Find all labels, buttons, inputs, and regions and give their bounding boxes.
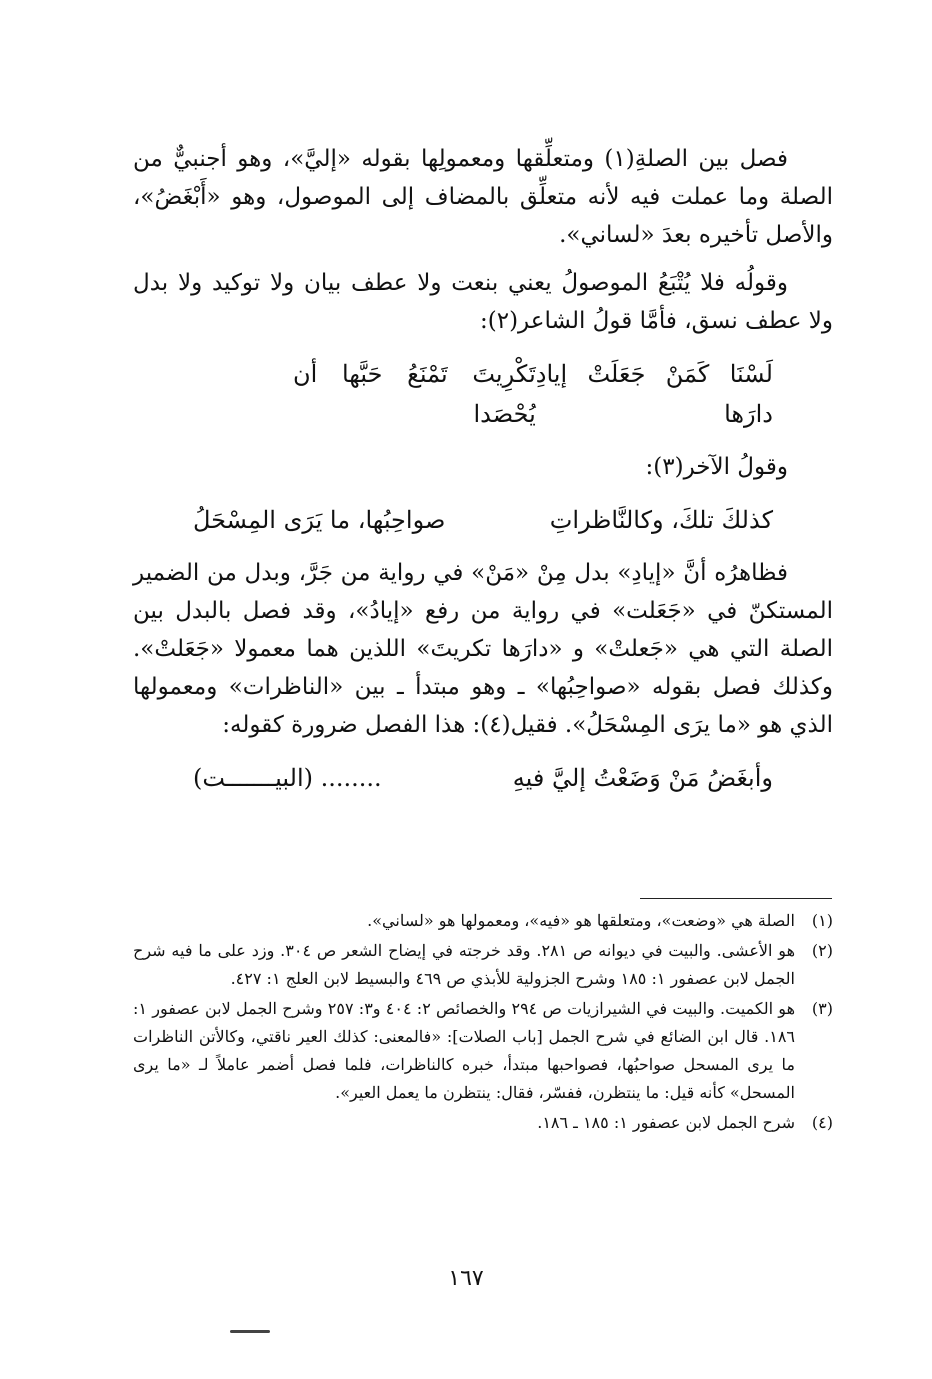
footnote-text: الصلة هي «وضعت»، ومتعلقها هو «فيه»، ومعمولها هو «لساني». (367, 911, 795, 930)
footnote-number: (١) (811, 911, 833, 930)
footnote-number: (٢) (811, 941, 833, 960)
verse-2 (133, 500, 833, 540)
paragraph-3: وقولُ الآخر(٣): (645, 454, 788, 480)
footnote-2 (133, 937, 833, 993)
page-number: ١٦٧ (448, 1266, 484, 1291)
footnote-3 (133, 995, 833, 1107)
verse-2-first-hemistich: كذلكَ تلكَ، وكالنَّاظراتِ (549, 506, 773, 534)
footnote-text: هو الأعشى. والبيت في ديوانه ص ٢٨١. وقد خرجته في إيضاح الشعر ص ٣٠٤. وزد على ما فيه شرح الجمل لابن عصفور ١: ١٨٥ وشرح الجزولية للأبذي ص ٤٦٩ والبسيط لابن العلج ١: ٤٢٧. (133, 941, 796, 988)
ink-mark (230, 1330, 270, 1333)
paragraph-1: فصل بين الصلةِ(١) ومتعلِّقها ومعمولِها بقوله «إليَّ»، وهو أجنبيٌّ من الصلة وما عملت فيه لأنه متعلِّق بالمضاف إلى الموصول، وهو «أَبْغَضُ»، والأصل تأخيره بعدَ «لساني». (133, 146, 833, 248)
verse-1-first-hemistich: لَسْنَا كَمَنْ جَعَلَتْ إيادِ دارَها (535, 360, 773, 428)
verse-3-first-hemistich: وأبغَضُ مَنْ وَضَعْتُ إليَّ فيهِ (512, 764, 773, 792)
footnote-4 (133, 1109, 833, 1137)
paragraph-2: وقولُه فلا يُتْبَعُ الموصولُ يعني بنعت ولا عطف بيان ولا توكيد ولا بدل ولا عطف نسق، فأمَّا قولُ الشاعر(٢): (133, 270, 833, 334)
footnote-1 (133, 907, 833, 935)
footnotes (133, 905, 833, 1139)
verse-2-second-hemistich: صواحِبُها، ما يَرَى المِسْحَلُ (193, 506, 446, 534)
verse-3 (133, 758, 833, 798)
paragraph-4: فظاهرُه أنَّ «إيادِ» بدل مِنْ «مَنْ» في رواية من جَرَّ، وبدل من الضمير المستكنّ في «جَعَلت» في رواية من رفع «إيادُ»، وقد فصل بالبدل بين الصلة التي هي «جَعلتْ» و «دارَها تكريتَ» اللذين هما معمولا «جَعَلتْ». وكذلك فصل بقوله «صواحِبُها» ـ وهو مبتدأ ـ بين «الناظرات» ومعمولها الذي هو «ما يرَى المِسْحَلُ». فقيل(٤): هذا الفصل ضرورة كقوله: (133, 560, 834, 738)
verse-1 (133, 354, 833, 434)
verse-3-second-hemistich: ........ (البيـــــــت) (193, 764, 382, 792)
footnote-number: (٣) (811, 999, 833, 1018)
main-text (133, 140, 833, 812)
footnote-text: شرح الجمل لابن عصفور ١: ١٨٥ ـ ١٨٦. (537, 1113, 795, 1132)
footnote-number: (٤) (811, 1113, 833, 1132)
verse-1-second-hemistich: تَكْرِيتَ تَمْنَعُ حَبَّها أن يُحْصَدا (293, 360, 536, 428)
footnote-separator (640, 898, 832, 899)
footnote-text: هو الكميت. والبيت في الشيرازيات ص ٢٩٤ والخصائص ٢: ٤٠٤ و٣: ٢٥٧ وشرح الجمل لابن عصفور ١: ١٨٦. قال ابن الضائع في شرح الجمل [باب الصلات]: «فالمعنى: كذلك العير ناقتي، وكالأتن الناظرات ما يرى المسحل صواحبُها، فصواحبها مبتدأ، خبره كالناظرات، فلما فصل أضمر عاملاً لـ «ما يرى المسحل» كأنه قيل: ما ينتظرن، ففسّر، فقال: ينتظرن ما يعمل العير». (133, 999, 796, 1102)
